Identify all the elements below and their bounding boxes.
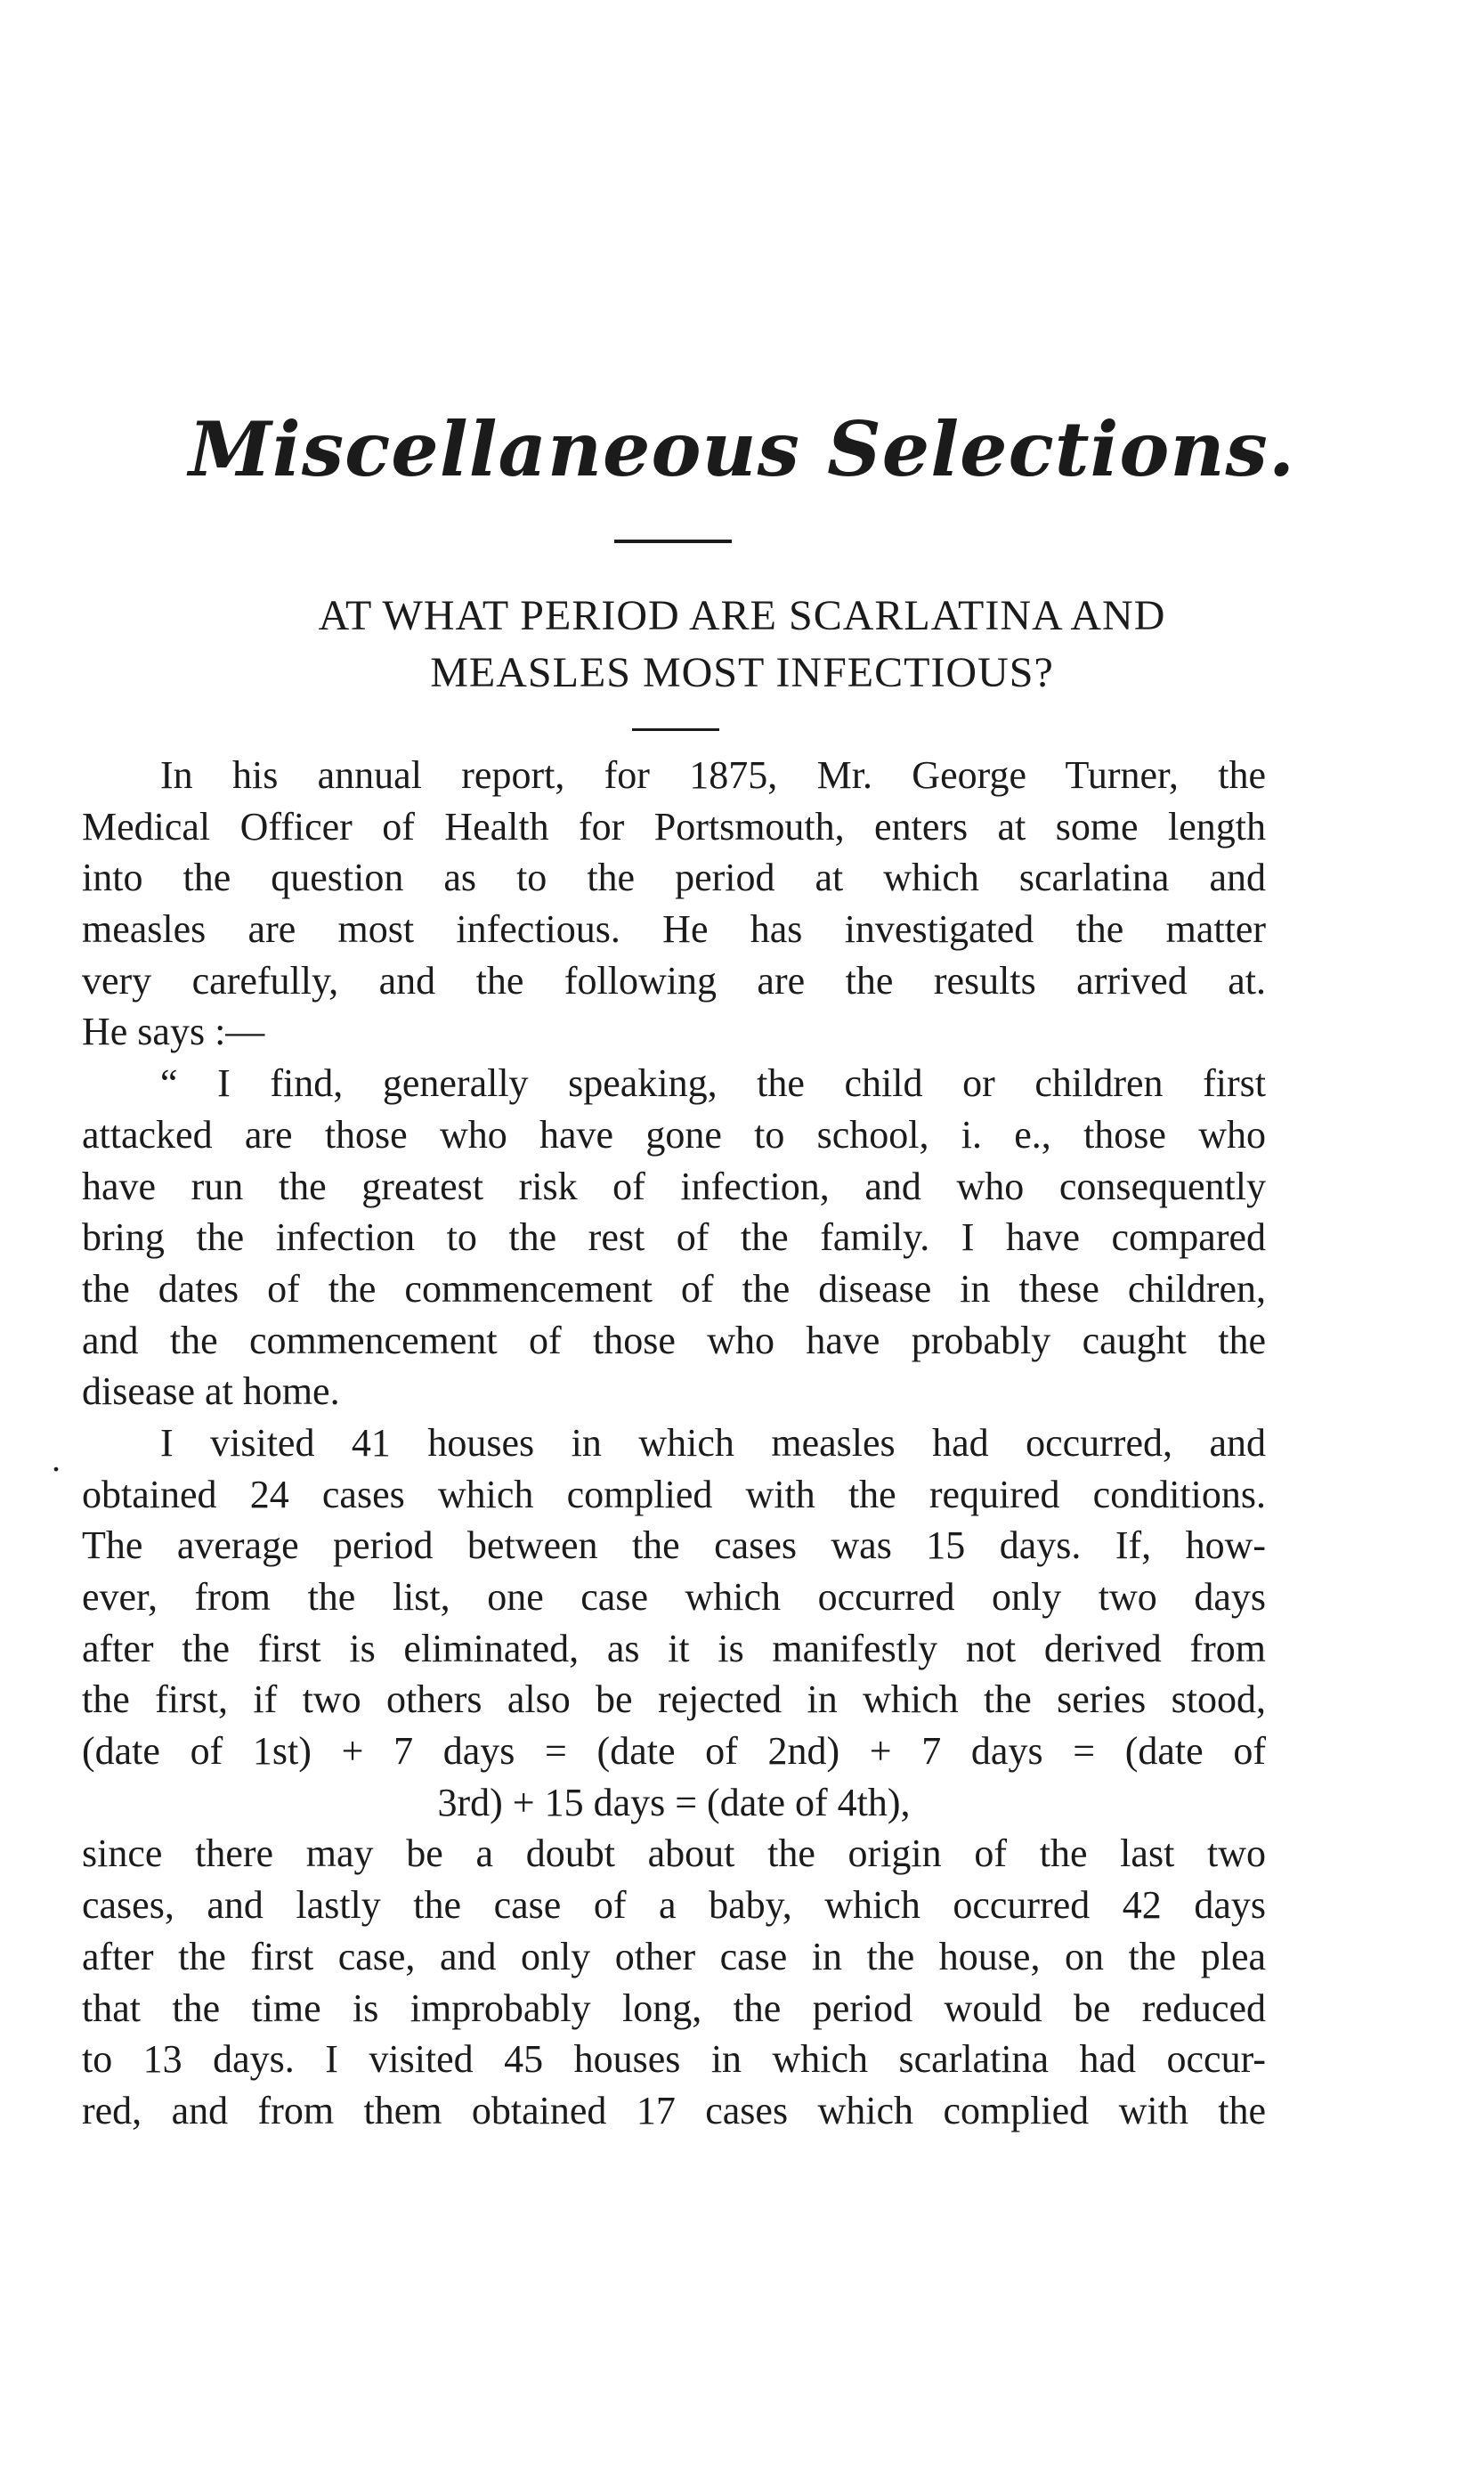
body-line: Medical Officer of Health for Portsmouth, enters at some length bbox=[82, 804, 1266, 849]
body-line: The average period between the cases was 15 days. If, how- bbox=[82, 1523, 1266, 1568]
article-body bbox=[82, 750, 1266, 2137]
body-line: disease at home. bbox=[82, 1369, 340, 1414]
body-line: and the commencement of those who have probably caught the bbox=[82, 1318, 1266, 1362]
body-line: I visited 41 houses in which measles had occurred, and bbox=[160, 1420, 1266, 1465]
body-line: have run the greatest risk of infection, and who consequently bbox=[82, 1164, 1266, 1208]
title-rule bbox=[632, 728, 719, 731]
body-line: the first, if two others also be rejected in which the series stood, bbox=[82, 1677, 1266, 1722]
margin-mark: . bbox=[52, 1439, 61, 1479]
body-line: bring the infection to the rest of the family. I have compared bbox=[82, 1215, 1266, 1260]
body-line: cases, and lastly the case of a baby, which occurred 42 days bbox=[82, 1883, 1266, 1928]
body-line: into the question as to the period at which scarlatina and bbox=[82, 856, 1266, 900]
body-line: after the first case, and only other case in the house, on the plea bbox=[82, 1934, 1266, 1978]
article-title-line-2: MEASLES MOST INFECTIOUS? bbox=[430, 649, 1054, 696]
body-line: attacked are those who have gone to school, i. e., those who bbox=[82, 1112, 1266, 1157]
body-line: In his annual report, for 1875, Mr. George Turner, the bbox=[160, 753, 1266, 797]
body-line: obtained 24 cases which complied with the required conditions. bbox=[82, 1472, 1266, 1516]
body-line: very carefully, and the following are the results arrived at. bbox=[82, 958, 1266, 1003]
body-line: since there may be a doubt about the origin of the last two bbox=[82, 1831, 1266, 1876]
body-line: He says :— bbox=[82, 1010, 265, 1054]
body-line: that the time is improbably long, the period would be reduced bbox=[82, 1986, 1266, 2030]
section-heading: Miscellaneous Selections. bbox=[188, 405, 1296, 493]
body-line: after the first is eliminated, as it is manifestly not derived from bbox=[82, 1626, 1266, 1670]
article-title-line-1: AT WHAT PERIOD ARE SCARLATINA AND bbox=[318, 592, 1166, 639]
body-line-equation: 3rd) + 15 days = (date of 4th), bbox=[437, 1780, 911, 1824]
body-line: measles are most infectious. He has investigated the matter bbox=[82, 907, 1266, 952]
body-line: “ I find, generally speaking, the child or children first bbox=[160, 1061, 1266, 1106]
heading-rule bbox=[614, 540, 732, 543]
body-line: (date of 1st) + 7 days = (date of 2nd) + 7 days = (date of bbox=[82, 1729, 1266, 1774]
body-line: ever, from the list, one case which occurred only two days bbox=[82, 1575, 1266, 1619]
body-line: red, and from them obtained 17 cases which complied with the bbox=[82, 2088, 1266, 2132]
body-line: the dates of the commencement of the disease in these children, bbox=[82, 1266, 1266, 1311]
body-line: to 13 days. I visited 45 houses in which scarlatina had occur- bbox=[82, 2037, 1266, 2082]
